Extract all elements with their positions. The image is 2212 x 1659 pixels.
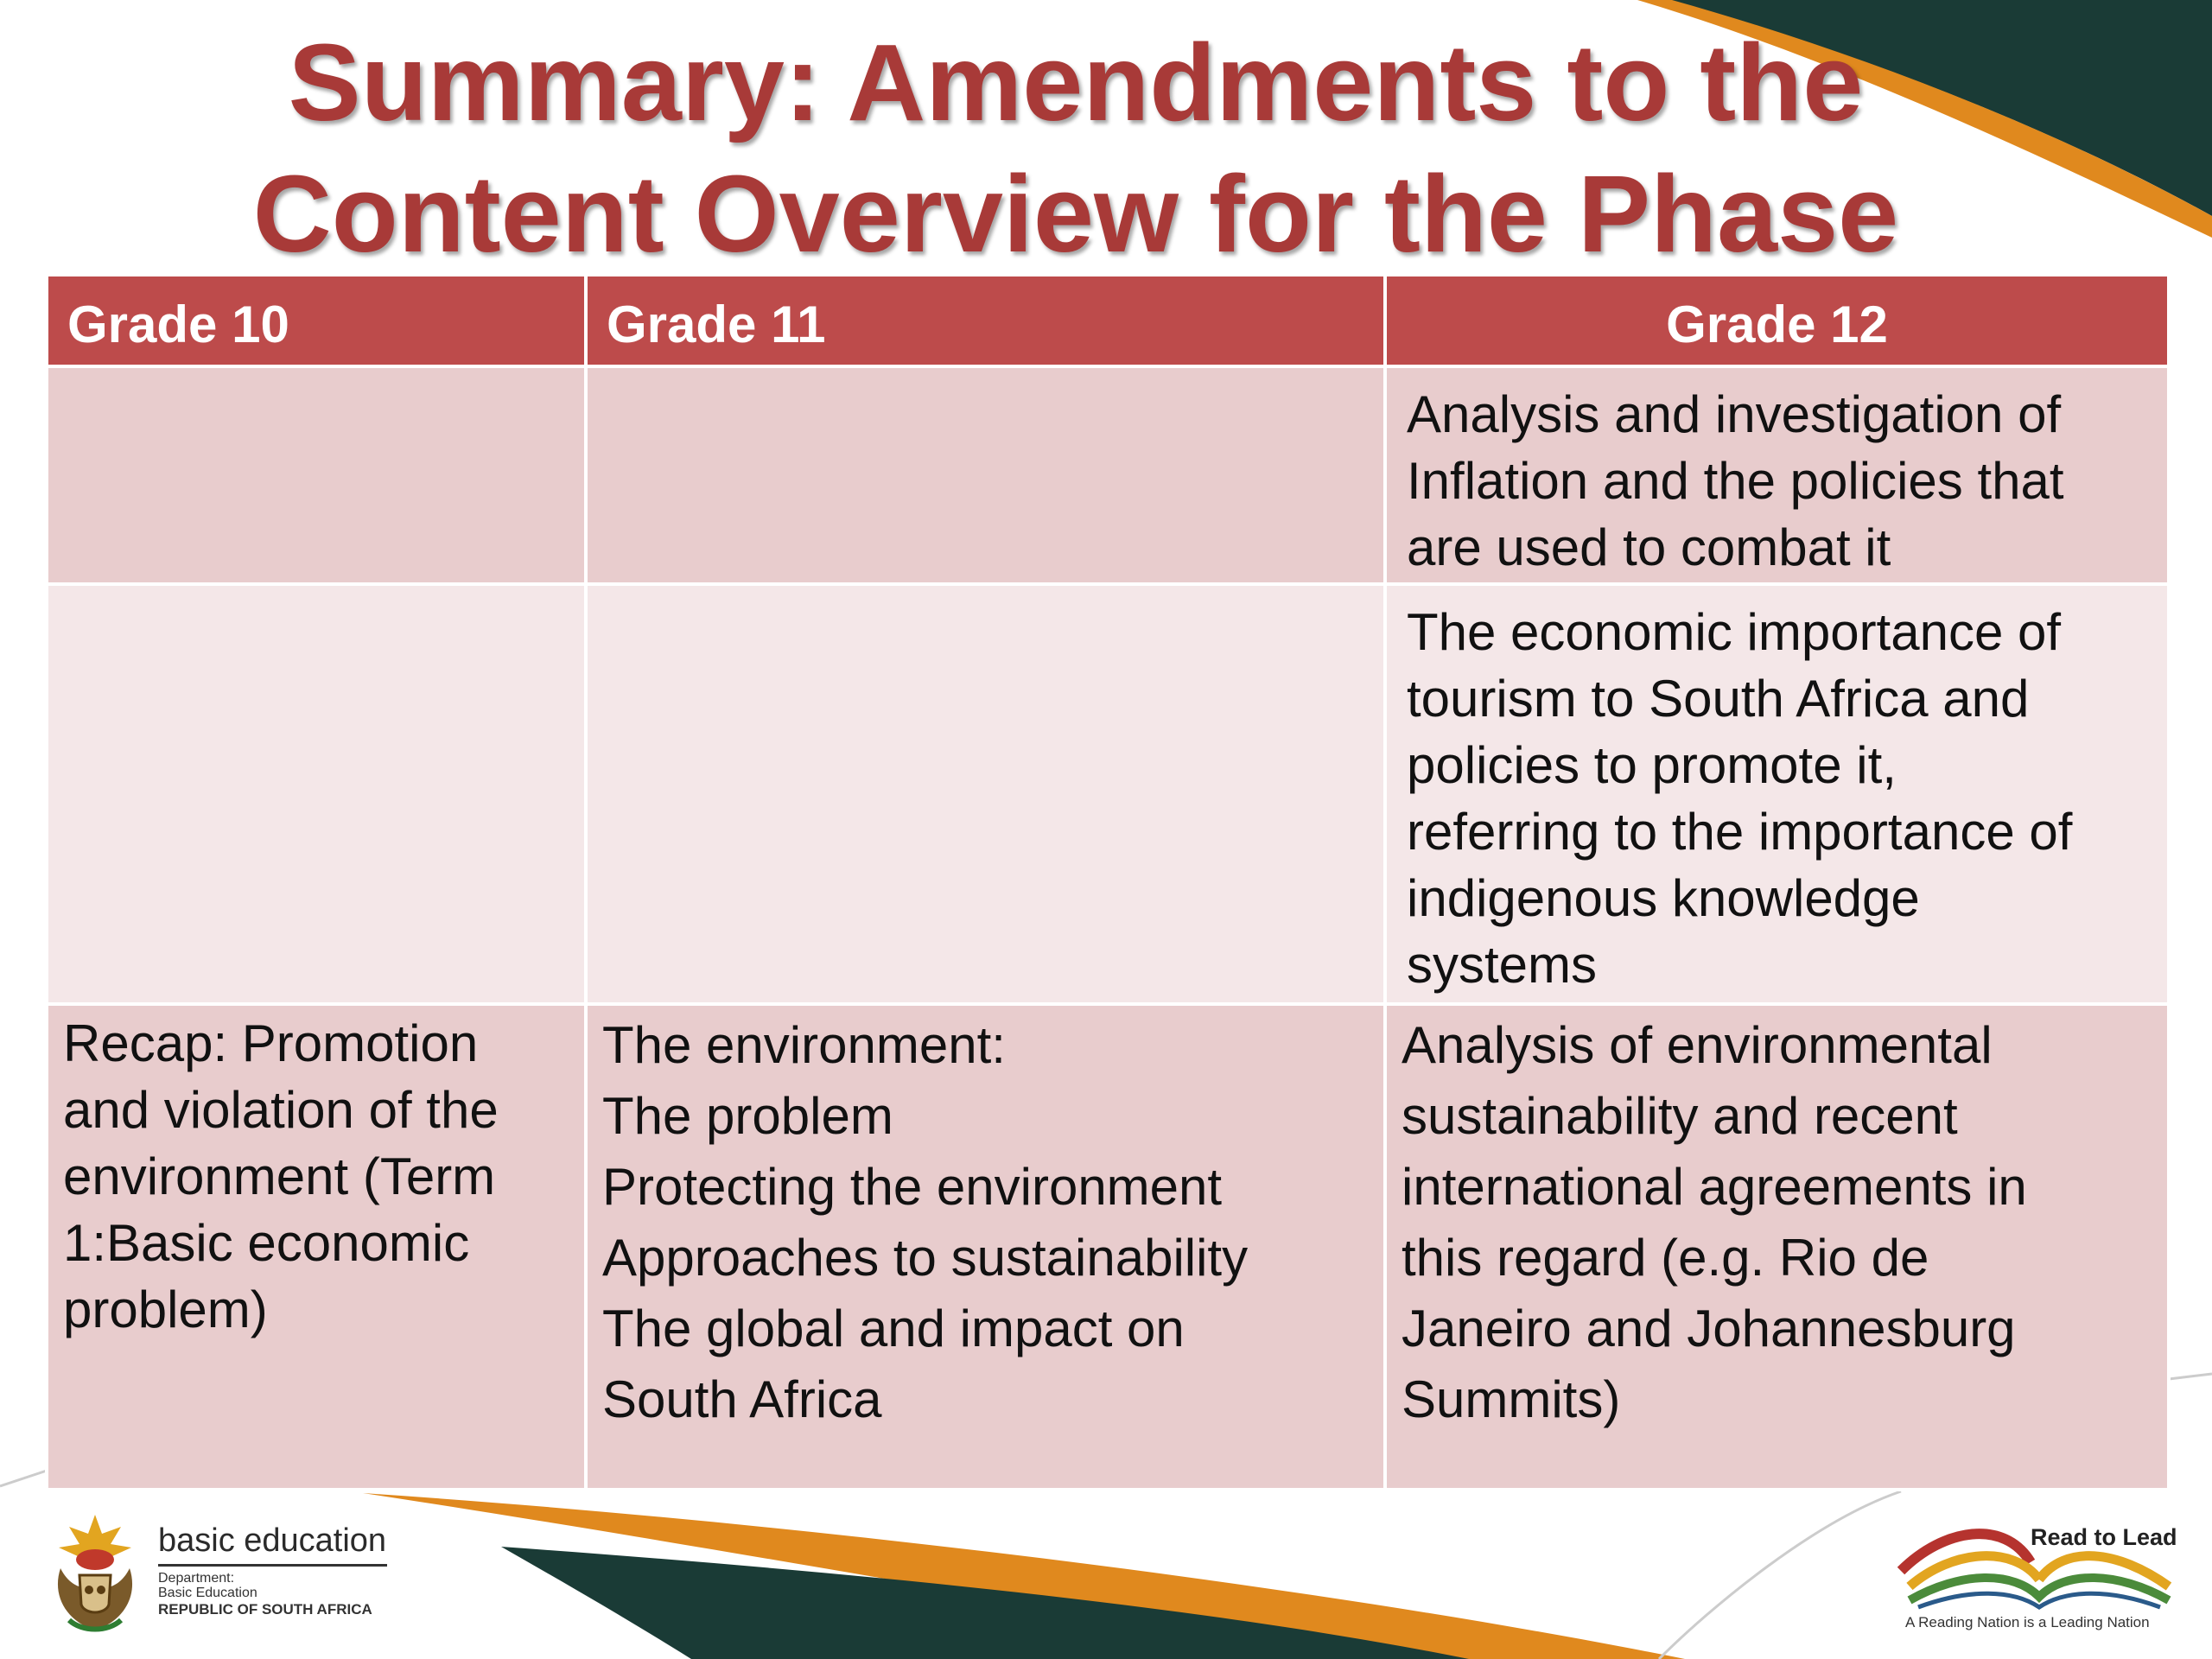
summary-table xyxy=(45,273,2171,1491)
cell-line: sustainability and recent xyxy=(1402,1087,1958,1145)
cell-line: Recap: Promotion xyxy=(63,1014,479,1072)
cell-line: Summits) xyxy=(1402,1370,1621,1428)
header-grade-11: Grade 11 xyxy=(586,275,1385,366)
title-line-1: Summary: Amendments to the xyxy=(288,22,1864,143)
page-title xyxy=(138,17,2013,280)
cell-line: The global and impact on xyxy=(602,1300,1185,1357)
cell-line: The environment: xyxy=(602,1016,1006,1074)
cell-line: policies to promote it, xyxy=(1407,736,1897,794)
header-grade-10: Grade 10 xyxy=(47,275,586,366)
cell-grade-12 xyxy=(1385,366,2169,584)
cell-line: this regard (e.g. Rio de xyxy=(1402,1229,1929,1287)
cell-line: South Africa xyxy=(602,1370,882,1428)
header-row xyxy=(47,275,2169,366)
right-edge-line xyxy=(2169,1374,2212,1379)
header-grade-12: Grade 12 xyxy=(1385,275,2169,366)
cell-line: Janeiro and Johannesburg xyxy=(1402,1300,2016,1357)
cell-line: are used to combat it xyxy=(1407,518,1891,576)
title-line-2: Content Overview for the Phase xyxy=(252,153,1899,275)
left-edge-line xyxy=(0,1469,52,1486)
cell-line: Approaches to sustainability xyxy=(602,1229,1249,1287)
read-to-lead-label: Read to Lead xyxy=(2031,1524,2177,1550)
cell-line: 1:Basic economic xyxy=(63,1214,470,1272)
cell-grade-10 xyxy=(47,584,586,1004)
cell-grade-11 xyxy=(586,584,1385,1004)
logo-divider xyxy=(158,1564,387,1567)
table-row xyxy=(47,584,2169,1004)
cell-line: problem) xyxy=(63,1281,268,1338)
cell-line: referring to the importance of xyxy=(1407,803,2073,861)
cell-grade-11 xyxy=(586,1004,1385,1490)
cell-line: Analysis and investigation of xyxy=(1407,385,2062,443)
cell-line: systems xyxy=(1407,936,1598,994)
bottom-right-line xyxy=(1659,1491,1901,1659)
cell-grade-12 xyxy=(1385,1004,2169,1490)
cell-line: The economic importance of xyxy=(1407,603,2062,661)
basic-education-label: basic education xyxy=(158,1522,387,1559)
cell-line: indigenous knowledge xyxy=(1407,869,1920,927)
cell-line: The problem xyxy=(602,1087,893,1145)
cell-line: Protecting the environment xyxy=(602,1158,1223,1216)
cell-line: international agreements in xyxy=(1402,1158,2027,1216)
cell-grade-10 xyxy=(47,1004,586,1490)
cell-grade-11 xyxy=(586,366,1385,584)
cell-line: Analysis of environmental xyxy=(1402,1016,1993,1074)
cell-line: Inflation and the policies that xyxy=(1407,452,2064,510)
cell-grade-12 xyxy=(1385,584,2169,1004)
cell-line: environment (Term xyxy=(63,1147,496,1205)
cell-line: and violation of the xyxy=(63,1081,499,1139)
cell-grade-10 xyxy=(47,366,586,584)
department-name: Basic Education xyxy=(158,1586,257,1600)
table-row xyxy=(47,1004,2169,1490)
country-name: REPUBLIC OF SOUTH AFRICA xyxy=(158,1601,372,1618)
coat-of-arms-icon xyxy=(43,1508,147,1637)
department-label: Department: xyxy=(158,1571,235,1586)
cell-line: tourism to South Africa and xyxy=(1407,670,2030,728)
table-row xyxy=(47,366,2169,584)
read-to-lead-tagline: A Reading Nation is a Leading Nation xyxy=(1905,1614,2150,1630)
